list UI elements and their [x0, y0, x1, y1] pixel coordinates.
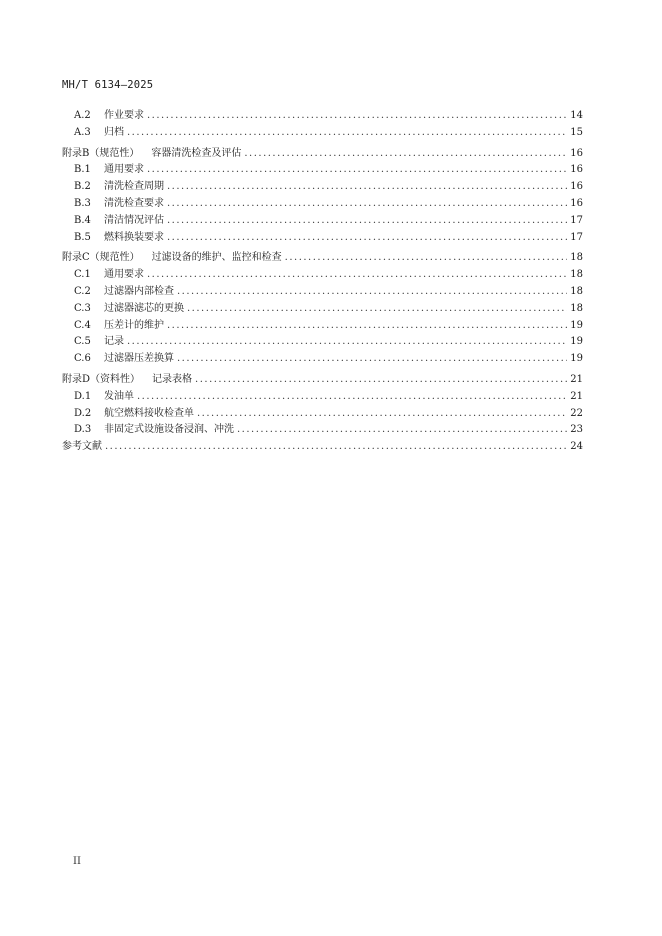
- toc-entry[interactable]: [62, 372, 583, 389]
- toc-leader-dots: [285, 250, 568, 267]
- toc-entry-number: B.2: [74, 181, 91, 193]
- toc-entry-number: C.3: [74, 302, 91, 314]
- toc-entry[interactable]: [62, 196, 583, 213]
- toc-entry-title: 过滤器内部检查: [104, 285, 174, 297]
- toc-entry-title: 记录表格: [152, 373, 193, 385]
- toc-leader-dots: [137, 389, 567, 406]
- toc-entry-number: D.3: [74, 424, 92, 436]
- toc-leader-dots: [147, 267, 567, 284]
- toc-leader-dots: [127, 334, 567, 351]
- toc-entry-title: 压差计的维护: [104, 319, 164, 331]
- toc-leader-dots: [177, 351, 567, 368]
- toc-entry-title: 参考文献: [62, 441, 102, 453]
- toc-entry-title: 作业要求: [104, 110, 144, 121]
- toc-entry-page: 18: [570, 302, 583, 314]
- toc-entry-page: 17: [570, 231, 583, 243]
- toc-entry-number: B.5: [74, 231, 91, 243]
- toc-entry-page: 16: [570, 164, 583, 176]
- toc-entry-page: 22: [570, 407, 583, 419]
- table-of-contents: [62, 108, 583, 456]
- toc-entry[interactable]: [62, 146, 583, 163]
- toc-entry-title: 过滤器滤芯的更换: [104, 302, 184, 314]
- toc-entry[interactable]: [62, 108, 583, 125]
- toc-entry-page: 19: [570, 319, 583, 331]
- toc-entry-page: 19: [570, 353, 583, 365]
- toc-entry-number: 附录D（资料性）: [62, 373, 141, 385]
- toc-entry-title: 航空燃料接收检查单: [104, 407, 194, 419]
- toc-entry-page: 24: [570, 441, 583, 453]
- toc-entry[interactable]: [62, 125, 583, 142]
- toc-entry-page: 16: [570, 181, 583, 193]
- toc-entry[interactable]: [62, 439, 583, 456]
- toc-leader-dots: [167, 213, 567, 230]
- toc-leader-dots: [167, 318, 567, 335]
- toc-entry[interactable]: [62, 267, 583, 284]
- toc-entry-title: 通用要求: [104, 164, 144, 176]
- toc-leader-dots: [237, 422, 567, 439]
- toc-entry-number: A.2: [74, 110, 91, 121]
- toc-entry-title: 清洗检查周期: [104, 181, 164, 193]
- toc-entry-title: 非固定式设施设备浸润、冲洗: [104, 424, 234, 436]
- toc-entry-page: 18: [570, 285, 583, 297]
- toc-leader-dots: [167, 230, 567, 247]
- toc-entry-title: 过滤设备的维护、监控和检查: [151, 252, 282, 264]
- toc-entry-title: 通用要求: [104, 269, 144, 281]
- toc-entry-title: 容器清洗检查及评估: [151, 147, 242, 159]
- toc-entry[interactable]: [62, 230, 583, 247]
- toc-entry[interactable]: [62, 301, 583, 318]
- toc-entry[interactable]: [62, 318, 583, 335]
- toc-entry-number: 附录C（规范性）: [62, 252, 140, 264]
- toc-leader-dots: [105, 439, 567, 456]
- toc-entry-page: 19: [570, 336, 583, 348]
- toc-leader-dots: [147, 162, 567, 179]
- toc-entry-number: D.1: [74, 390, 92, 402]
- toc-entry[interactable]: [62, 406, 583, 423]
- toc-entry-number: B.1: [74, 164, 91, 176]
- toc-entry-number: C.6: [74, 353, 91, 365]
- toc-leader-dots: [177, 284, 567, 301]
- toc-entry-page: 18: [570, 269, 583, 281]
- page-number: II: [73, 856, 81, 867]
- toc-entry-number: B.3: [74, 197, 91, 209]
- toc-entry[interactable]: [62, 351, 583, 368]
- toc-entry-page: 16: [570, 197, 583, 209]
- toc-entry-title: 清洗检查要求: [104, 197, 164, 209]
- toc-leader-dots: [147, 108, 567, 125]
- toc-entry-title: 发油单: [104, 390, 134, 402]
- toc-entry[interactable]: [62, 162, 583, 179]
- toc-entry-title: 燃料换装要求: [104, 231, 164, 243]
- toc-leader-dots: [167, 196, 567, 213]
- toc-entry-page: 21: [570, 390, 583, 402]
- toc-entry-page: 16: [570, 147, 583, 159]
- toc-entry[interactable]: [62, 422, 583, 439]
- toc-entry[interactable]: [62, 334, 583, 351]
- toc-entry[interactable]: [62, 250, 583, 267]
- toc-entry-page: 17: [570, 214, 583, 226]
- toc-entry-number: D.2: [74, 407, 92, 419]
- toc-entry-number: 附录B（规范性）: [62, 147, 140, 159]
- toc-entry-title: 归档: [104, 126, 124, 138]
- toc-entry-title: 清洁情况评估: [104, 214, 164, 226]
- toc-entry-number: C.5: [74, 336, 91, 348]
- toc-entry-page: 18: [570, 252, 583, 264]
- toc-entry-page: 23: [570, 424, 583, 436]
- toc-leader-dots: [187, 301, 567, 318]
- toc-entry[interactable]: [62, 284, 583, 301]
- toc-entry-number: C.4: [74, 319, 91, 331]
- toc-leader-dots: [127, 125, 567, 142]
- toc-leader-dots: [195, 372, 567, 389]
- toc-entry-number: C.1: [74, 269, 91, 281]
- toc-entry-page: 15: [570, 126, 583, 138]
- toc-leader-dots: [167, 179, 567, 196]
- document-header: MH/T 6134—2025: [62, 79, 154, 91]
- toc-entry-number: A.3: [74, 126, 91, 138]
- toc-entry[interactable]: [62, 213, 583, 230]
- toc-entry[interactable]: [62, 179, 583, 196]
- toc-leader-dots: [197, 406, 567, 423]
- toc-entry[interactable]: [62, 389, 583, 406]
- toc-entry-page: 21: [570, 373, 583, 385]
- toc-entry-number: C.2: [74, 285, 91, 297]
- toc-entry-page: 14: [570, 110, 583, 121]
- toc-leader-dots: [244, 146, 567, 163]
- toc-entry-title: 记录: [104, 336, 124, 348]
- toc-entry-title: 过滤器压差换算: [104, 353, 174, 365]
- toc-entry-number: B.4: [74, 214, 91, 226]
